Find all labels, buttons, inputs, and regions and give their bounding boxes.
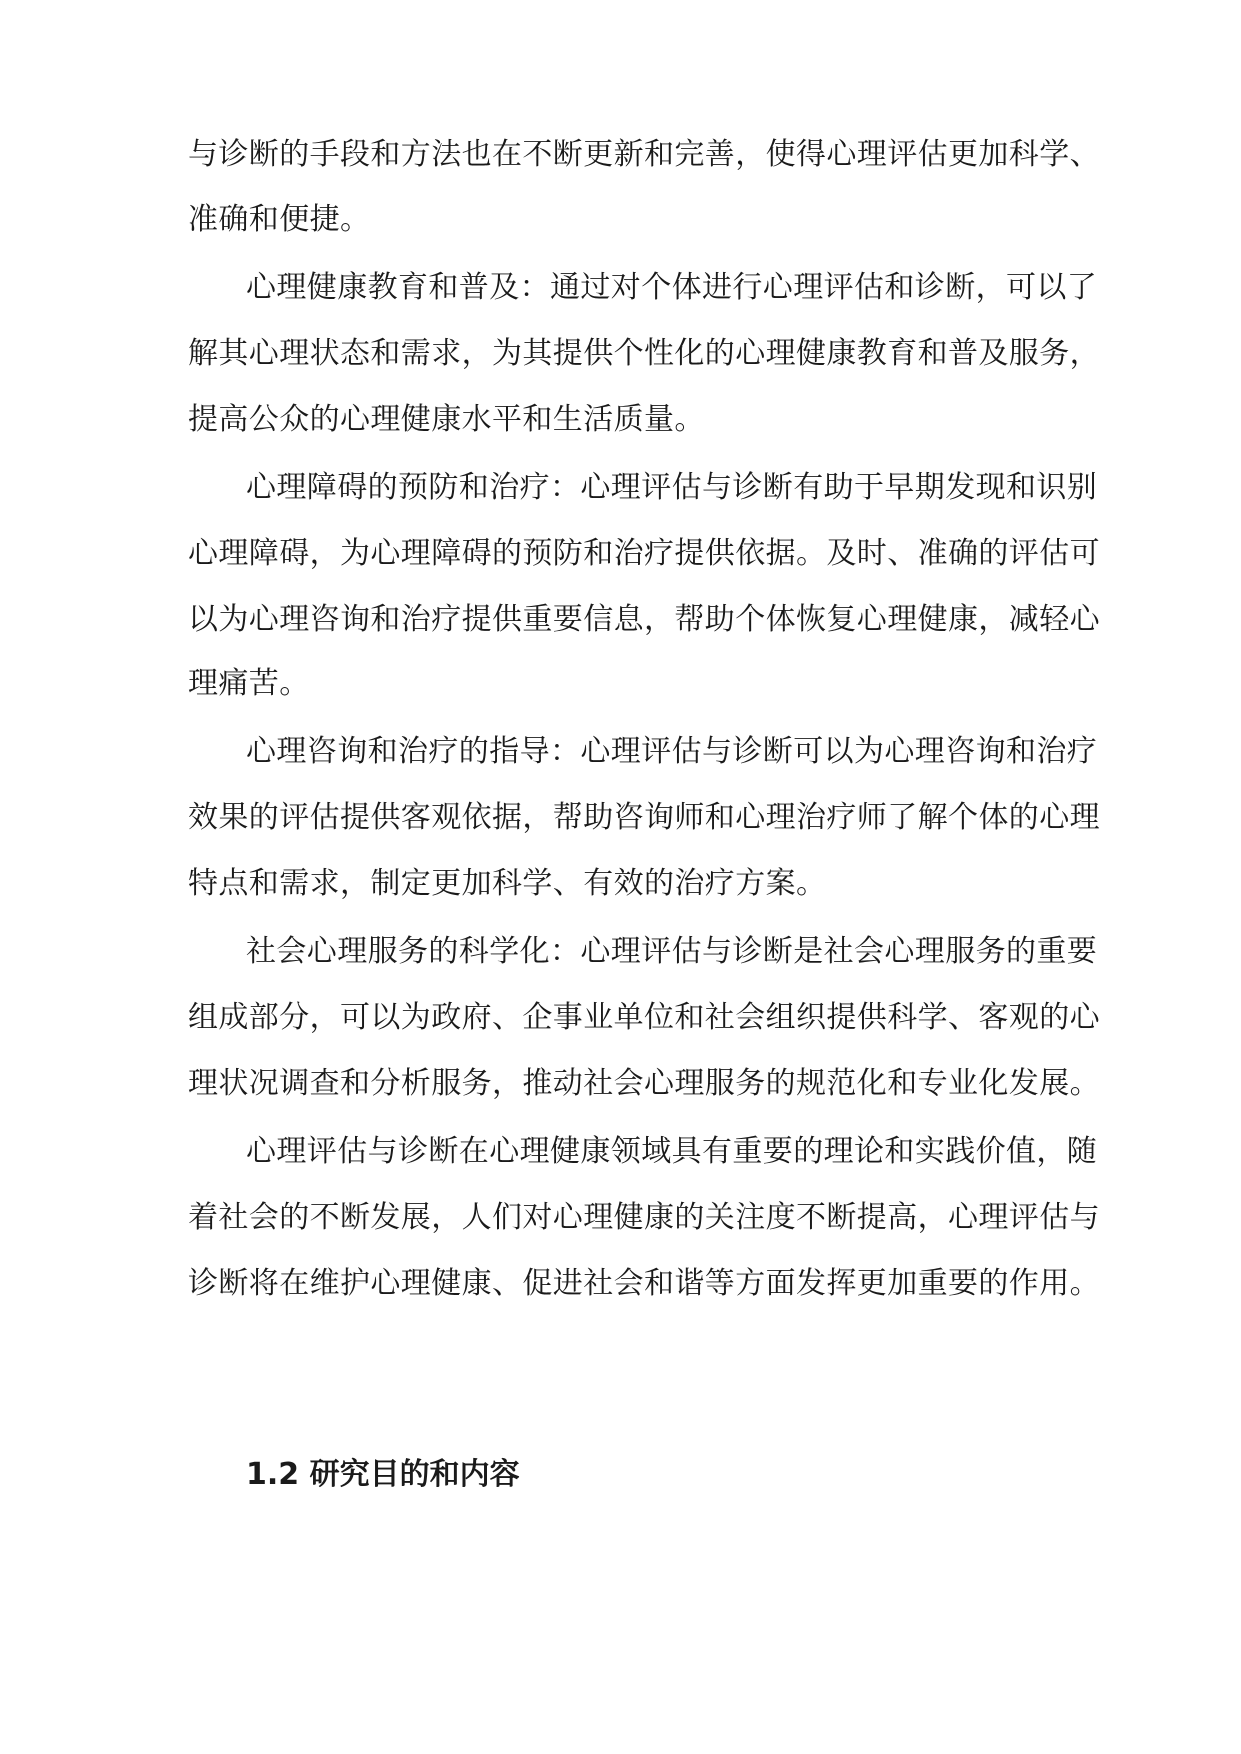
text-line: 理痛苦。	[188, 666, 310, 701]
text-line: 提高公众的心理健康水平和生活质量。	[188, 402, 705, 437]
text-line: 准确和便捷。	[188, 202, 371, 237]
paragraph-first-line: 心理健康教育和普及：通过对个体进行心理评估和诊断，可以了	[246, 270, 1098, 305]
text-line: 着社会的不断发展，人们对心理健康的关注度不断提高，心理评估与	[188, 1200, 1100, 1235]
text-line: 组成部分，可以为政府、企事业单位和社会组织提供科学、客观的心	[188, 1000, 1100, 1035]
text-line: 与诊断的手段和方法也在不断更新和完善，使得心理评估更加科学、	[188, 137, 1100, 172]
text-line: 特点和需求，制定更加科学、有效的治疗方案。	[188, 866, 827, 901]
paragraph-first-line: 心理咨询和治疗的指导：心理评估与诊断可以为心理咨询和治疗	[246, 734, 1098, 769]
text-line: 诊断将在维护心理健康、促进社会和谐等方面发挥更加重要的作用。	[188, 1266, 1100, 1301]
paragraph-first-line: 社会心理服务的科学化：心理评估与诊断是社会心理服务的重要	[246, 934, 1098, 969]
text-line: 解其心理状态和需求，为其提供个性化的心理健康教育和普及服务，	[188, 336, 1100, 371]
text-line: 以为心理咨询和治疗提供重要信息，帮助个体恢复心理健康，减轻心	[188, 602, 1100, 637]
text-line: 理状况调查和分析服务，推动社会心理服务的规范化和专业化发展。	[188, 1066, 1100, 1101]
text-line: 效果的评估提供客观依据，帮助咨询师和心理治疗师了解个体的心理	[188, 800, 1100, 835]
text-line: 心理障碍，为心理障碍的预防和治疗提供依据。及时、准确的评估可	[188, 536, 1100, 571]
paragraph-first-line: 心理障碍的预防和治疗：心理评估与诊断有助于早期发现和识别	[246, 470, 1098, 505]
paragraph-first-line: 心理评估与诊断在心理健康领域具有重要的理论和实践价值，随	[246, 1134, 1098, 1169]
section-heading: 1.2 研究目的和内容	[246, 1457, 520, 1492]
